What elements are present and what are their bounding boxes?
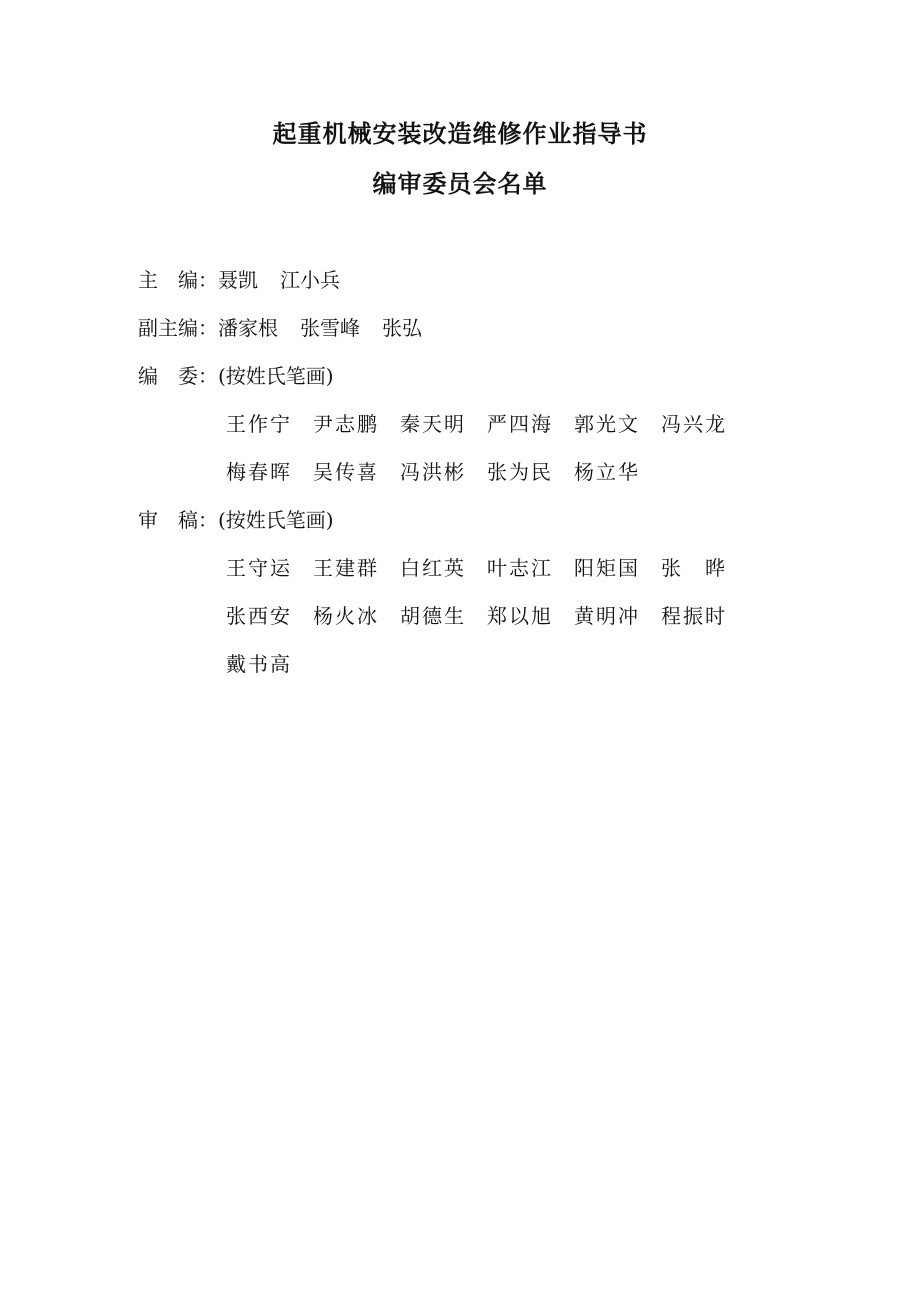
name: 尹志鹏 bbox=[313, 412, 379, 436]
reviewers-label: 审 稿 bbox=[138, 508, 198, 532]
ordering-note: (按姓氏笔画) bbox=[218, 508, 334, 532]
name: 张为民 bbox=[487, 460, 553, 484]
name: 程振时 bbox=[661, 604, 727, 628]
editorial-board-names-row-1 bbox=[226, 410, 748, 438]
name: 黄明冲 bbox=[574, 604, 640, 628]
name: 白红英 bbox=[400, 556, 466, 580]
name: 王作宁 bbox=[226, 412, 292, 436]
name: 胡德生 bbox=[400, 604, 466, 628]
name: 王守运 bbox=[226, 556, 292, 580]
name: 冯兴龙 bbox=[661, 412, 727, 436]
chief-editor-row bbox=[138, 266, 362, 294]
name: 吴传喜 bbox=[313, 460, 379, 484]
reviewers-row bbox=[138, 506, 334, 534]
name: 杨火冰 bbox=[313, 604, 379, 628]
label-separator: ： bbox=[198, 268, 218, 292]
document-subtitle: 编审委员会名单 bbox=[372, 169, 548, 198]
name: 潘家根 bbox=[218, 316, 278, 340]
reviewers-names-row-1 bbox=[226, 554, 748, 582]
name: 张弘 bbox=[382, 316, 422, 340]
name: 阳矩国 bbox=[574, 556, 640, 580]
name: 聂凯 bbox=[218, 268, 258, 292]
name: 郑以旭 bbox=[487, 604, 553, 628]
deputy-editor-label: 副主编 bbox=[138, 316, 198, 340]
editorial-board-label: 编 委 bbox=[138, 364, 198, 388]
name: 秦天明 bbox=[400, 412, 466, 436]
name: 戴书高 bbox=[226, 652, 292, 676]
label-separator: ： bbox=[198, 364, 218, 388]
reviewers-names-row-2 bbox=[226, 602, 748, 630]
label-separator: ： bbox=[198, 508, 218, 532]
name: 叶志江 bbox=[487, 556, 553, 580]
deputy-editor-row bbox=[138, 314, 444, 342]
name: 杨立华 bbox=[574, 460, 640, 484]
name: 张雪峰 bbox=[300, 316, 360, 340]
chief-editor-label: 主 编 bbox=[138, 268, 198, 292]
ordering-note: (按姓氏笔画) bbox=[218, 364, 334, 388]
name: 梅春晖 bbox=[226, 460, 292, 484]
name: 郭光文 bbox=[574, 412, 640, 436]
document-title: 起重机械安装改造维修作业指导书 bbox=[272, 119, 648, 148]
name: 冯洪彬 bbox=[400, 460, 466, 484]
reviewers-names-row-3 bbox=[226, 650, 313, 678]
name: 张 晔 bbox=[661, 556, 727, 580]
name: 江小兵 bbox=[280, 268, 340, 292]
name: 严四海 bbox=[487, 412, 553, 436]
editorial-board-names-row-2 bbox=[226, 458, 661, 486]
editorial-board-row bbox=[138, 362, 334, 390]
label-separator: ： bbox=[198, 316, 218, 340]
name: 王建群 bbox=[313, 556, 379, 580]
name: 张西安 bbox=[226, 604, 292, 628]
